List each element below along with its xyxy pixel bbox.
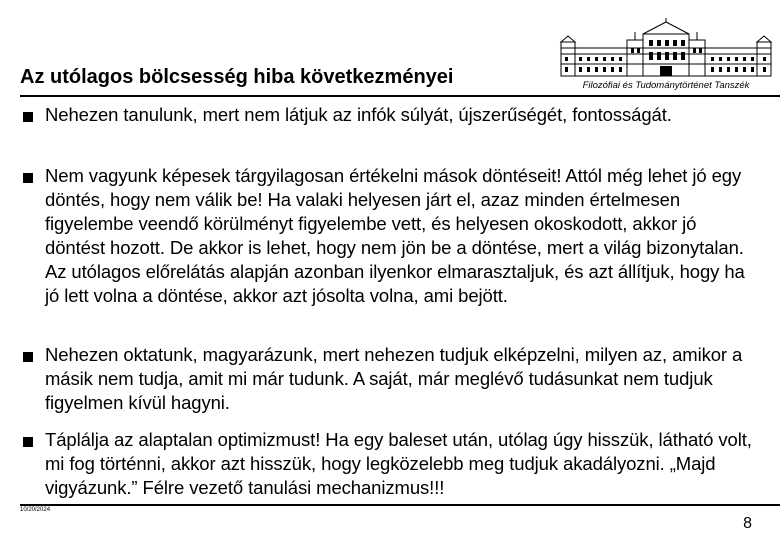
page-number: 8 <box>743 515 752 532</box>
bullet-text: Nem vagyunk képesek tárgyilagosan értékelni mások döntéseit! Attól még lehet jó egy döntés, hogy nem válik be! Ha valaki helyesen járt el, azaz minden értelmesen figyelembe veendő körülményt figyelembe vett, és helyesen okoskodott, akkor jó döntést hozott. De akkor is lehet, hogy nem jön be a döntése, mert a világ bizonytalan. Az utólagos előrelátás alapján azonban ilyenkor elmarasztaljuk, és azt állítjuk, hogy ha jó lett volna a döntése, akkor azt jósolta volna, ami bejött. <box>45 165 745 306</box>
logo-caption: Filozófiai és Tudománytörténet Tanszék <box>582 80 750 91</box>
square-bullet-icon <box>23 352 33 362</box>
bullet-text: Nehezen oktatunk, magyarázunk, mert nehezen tudjuk elképzelni, milyen az, amikor a másik nem tudja, amit mi már tudunk. A saját, már meglévő tudásunkat nem tudjuk figyelmen kívül hagyni. <box>45 344 743 413</box>
slide-title: Az utólagos bölcsesség hiba következményei <box>20 66 454 88</box>
square-bullet-icon <box>23 173 33 183</box>
bullet-text: Nehezen tanulunk, mert nem látjuk az infók súlyát, újszerűségét, fontosságát. <box>45 104 672 125</box>
university-building-icon <box>555 18 777 80</box>
square-bullet-icon <box>23 437 33 447</box>
bullet-text: Táplálja az alaptalan optimizmust! Ha egy baleset után, utólag úgy hisszük, látható volt, mi fog történni, akkor azt hisszük, hogy legközelebb meg tudjuk akadályozni. „Majd vigyázunk.” Félre vezető tanulási mechanizmus!!! <box>45 429 752 498</box>
footer-divider <box>20 504 780 506</box>
square-bullet-icon <box>23 112 33 122</box>
title-divider <box>20 95 780 97</box>
footer-date: 10/20/2024 <box>20 507 51 513</box>
department-logo <box>555 18 777 94</box>
